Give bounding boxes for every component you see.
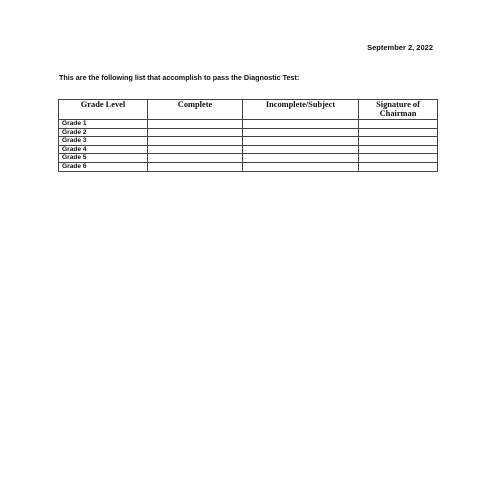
table-row <box>59 162 438 171</box>
grade-level-cell: Grade 2 <box>59 128 148 137</box>
header-grade-level: Grade Level <box>59 100 148 120</box>
complete-cell <box>148 120 243 129</box>
header-incomplete-subject: Incomplete/Subject <box>243 100 359 120</box>
intro-text: This are the following list that accomplish to pass the Diagnostic Test: <box>59 73 300 82</box>
signature-cell <box>359 162 438 171</box>
table-row <box>59 145 438 154</box>
incomplete-subject-cell <box>243 154 359 163</box>
complete-cell <box>148 137 243 146</box>
header-complete: Complete <box>148 100 243 120</box>
signature-cell <box>359 137 438 146</box>
table-row <box>59 154 438 163</box>
incomplete-subject-cell <box>243 137 359 146</box>
signature-cell <box>359 154 438 163</box>
incomplete-subject-cell <box>243 162 359 171</box>
grades-table <box>58 99 438 172</box>
header-signature-of-chairman: Signature of Chairman <box>359 100 438 120</box>
incomplete-subject-cell <box>243 120 359 129</box>
table-row <box>59 120 438 129</box>
incomplete-subject-cell <box>243 145 359 154</box>
complete-cell <box>148 128 243 137</box>
signature-cell <box>359 120 438 129</box>
table-row <box>59 128 438 137</box>
complete-cell <box>148 145 243 154</box>
grade-level-cell: Grade 6 <box>59 162 148 171</box>
grade-level-cell: Grade 1 <box>59 120 148 129</box>
complete-cell <box>148 154 243 163</box>
grade-level-cell: Grade 3 <box>59 137 148 146</box>
signature-cell <box>359 128 438 137</box>
grade-level-cell: Grade 4 <box>59 145 148 154</box>
signature-cell <box>359 145 438 154</box>
complete-cell <box>148 162 243 171</box>
grade-level-cell: Grade 5 <box>59 154 148 163</box>
table-row <box>59 137 438 146</box>
document-date: September 2, 2022 <box>367 43 433 52</box>
incomplete-subject-cell <box>243 128 359 137</box>
table-header-row <box>59 100 438 120</box>
